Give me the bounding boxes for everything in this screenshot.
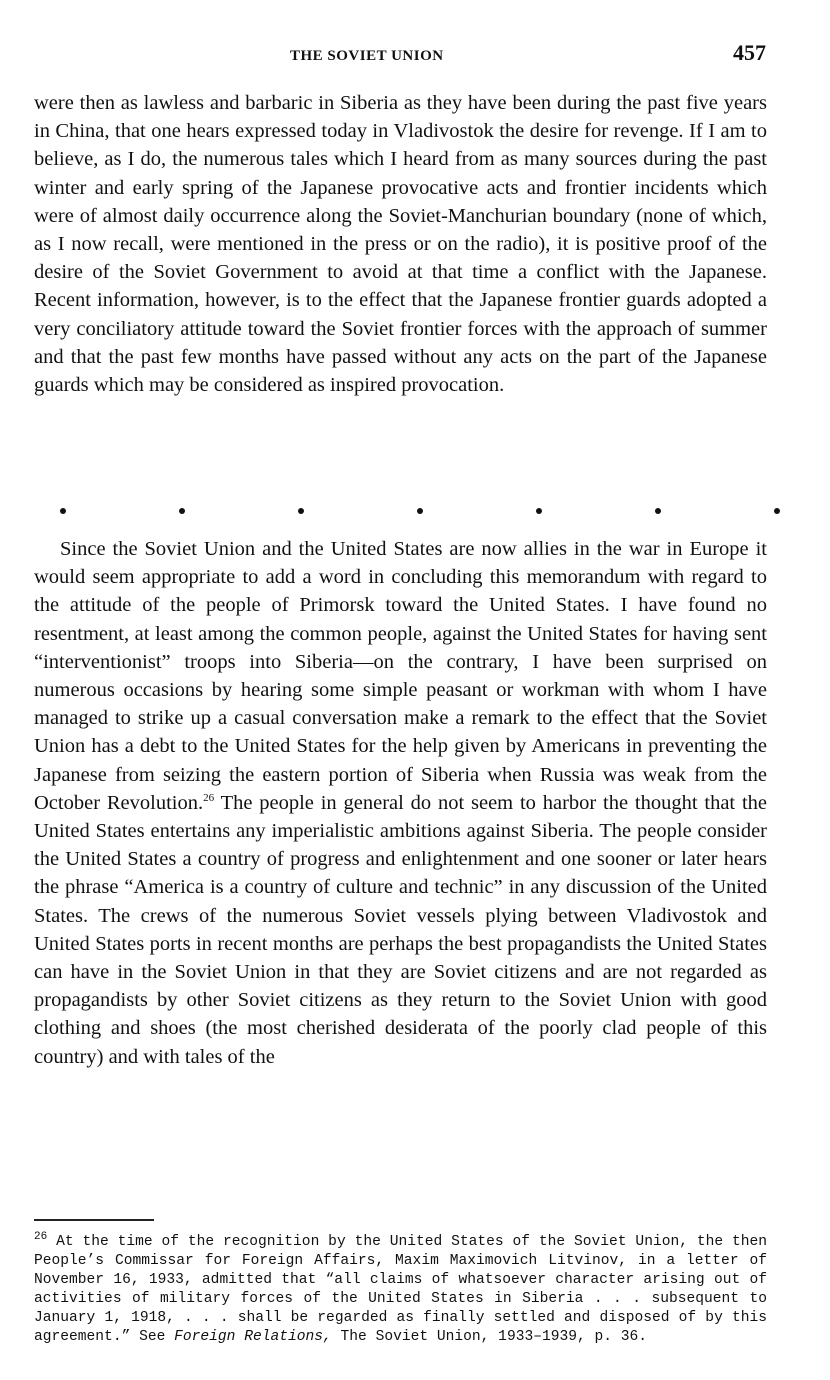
paragraph-2-text-before-note: Since the Soviet Union and the United States are now allies in the war in Europe it would seem appropriate to add a word in concluding this memorandum with regard to the attitude of the people of Primorsk toward the United States. I have found no resentment, at least among the common people, against the United States for having sent “interventionist” troops into Siberia—on the contrary, I have been surprised on numerous occasions by hearing some simple peasant or workman with whom I have managed to strike up a casual conversation make a remark to the effect that the Soviet Union has a debt to the United States for the help given by Americans in preventing the Japanese from seizing the eastern portion of Siberia when Russia was weak from the October Revolution. [34, 538, 767, 814]
ellipsis-dot [298, 508, 304, 514]
ellipsis-dot [536, 508, 542, 514]
footnote-reference: 26 [203, 792, 215, 804]
section-ellipsis [60, 500, 780, 520]
paragraph-2-text-after-note: The people in general do not seem to harbor the thought that the United States entertains any imperialistic ambitions against Siberia. The people consider the United States a country of progress and enlightenment and one sooner or later hears the phrase “America is a country of culture and technic” in any discussion of the United States. The crews of the numerous Soviet vessels plying between Vladivostok and United States ports in recent months are perhaps the best propagandists the United States can have in the Soviet Union in that they are Soviet citizens and are not regarded as propagandists by other Soviet citizens as they return to the Soviet Union with good clothing and shoes (the most cherished desiderata of the poorly clad people of this country) and with tales of the [34, 791, 767, 1068]
page-number: 457 [733, 40, 766, 65]
footnote-source-title: Foreign Relations, [174, 1329, 332, 1345]
ellipsis-dot [655, 508, 661, 514]
footnote-text-before-title: At the time of the recognition by the United States of the Soviet Union, the then People’s Commissar for Foreign Affairs, Maxim Maximovich Litvinov, in a letter of November 16, 1933, admitted that “all claims of whatsoever character arising out of activities of military forces of the United States in Siberia . . . subsequent to January 1, 1918, . . . shall be regarded as finally settled and disposed of by this agreement.” See [34, 1234, 768, 1345]
footnote-marker: 26 [34, 1231, 48, 1244]
ellipsis-dot [774, 508, 780, 514]
footnote-divider [34, 1219, 154, 1221]
footnote [34, 1233, 767, 1347]
ellipsis-dot [179, 508, 185, 514]
ellipsis-dot [60, 508, 66, 514]
footnote-text-after-title: The Soviet Union, 1933–1939, p. 36. [340, 1329, 648, 1345]
body-paragraph-2 [34, 535, 767, 1071]
ellipsis-dot [417, 508, 423, 514]
running-head: THE SOVIET UNION [290, 48, 444, 64]
body-paragraph-1: were then as lawless and barbaric in Siberia as they have been during the past five years in China, that one hears expressed today in Vladivostok the desire for revenge. If I am to believe, as I do, the numerous tales which I heard from as many sources during the past winter and early spring of the Japanese provocative acts and frontier incidents which were of almost daily occurrence along the Soviet-Manchurian boundary (none of which, as I now recall, were mentioned in the press or on the radio), it is positive proof of the desire of the Soviet Government to avoid at that time a conflict with the Japanese. Recent information, however, is to the effect that the Japanese frontier guards adopted a very conciliatory attitude toward the Soviet frontier forces with the approach of summer and that the past few months have passed without any acts on the part of the Japanese guards which may be considered as inspired provocation. [34, 92, 767, 397]
